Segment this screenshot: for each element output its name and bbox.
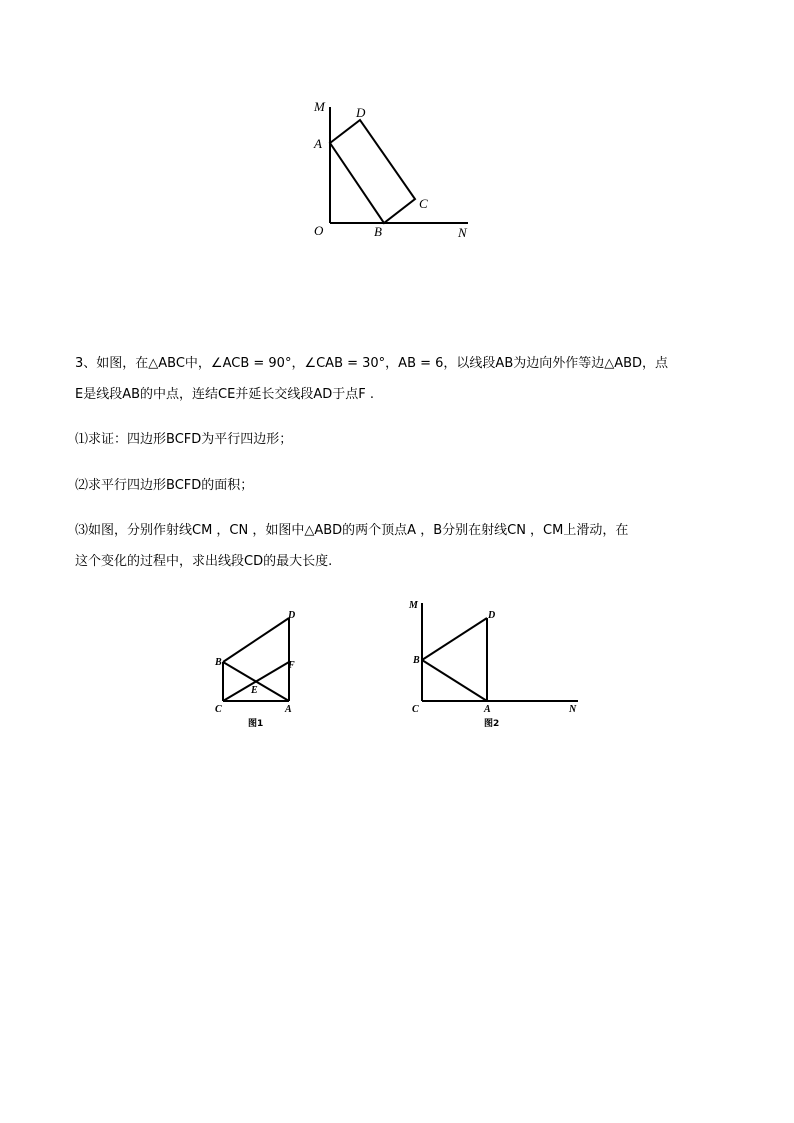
label-m: M bbox=[314, 99, 325, 114]
label-b: B bbox=[413, 655, 420, 666]
caption-figure-2: 图2 bbox=[484, 719, 500, 729]
segment-bd bbox=[422, 618, 487, 660]
label-d: D bbox=[288, 610, 296, 621]
label-d: D bbox=[356, 105, 366, 120]
figure-2-svg bbox=[405, 595, 590, 730]
label-b: B bbox=[374, 224, 382, 239]
label-d: D bbox=[488, 610, 496, 621]
label-c: C bbox=[412, 704, 419, 715]
label-a: A bbox=[484, 704, 491, 715]
label-a: A bbox=[285, 704, 292, 715]
label-c: C bbox=[215, 704, 222, 715]
figure-1 bbox=[210, 605, 305, 730]
label-a: A bbox=[314, 136, 322, 151]
segment-ba bbox=[422, 660, 487, 701]
figure-top-svg bbox=[300, 95, 490, 245]
problem-line-2: E是线段AB的中点，连结CE并延长交线段AD于点F . bbox=[75, 387, 374, 402]
segment-bd bbox=[223, 618, 289, 662]
part-3-line-1: ⑶如图，分别作射线CM ，CN ，如图中△ABD的两个顶点A ，B分别在射线CN ，CM上滑动，在 bbox=[75, 523, 629, 538]
label-f: F bbox=[288, 660, 295, 671]
problem-line-1: 3、如图，在△ABC中，∠ACB = 90°，∠CAB = 30°，AB = 6，以线段AB为边向外作等边△ABD，点 bbox=[75, 356, 669, 371]
part-3-line-2: 这个变化的过程中，求出线段CD的最大长度. bbox=[75, 554, 333, 569]
label-n: N bbox=[458, 225, 467, 240]
figure-1-svg bbox=[210, 605, 305, 730]
label-b: B bbox=[215, 657, 222, 668]
figure-top bbox=[300, 95, 490, 245]
caption-figure-1: 图1 bbox=[248, 719, 264, 729]
rectangle-abcd bbox=[330, 120, 415, 223]
label-e: E bbox=[251, 685, 258, 696]
label-m: M bbox=[409, 600, 418, 611]
label-o: O bbox=[314, 223, 324, 238]
part-1: ⑴求证：四边形BCFD为平行四边形； bbox=[75, 432, 293, 447]
part-2: ⑵求平行四边形BCFD的面积； bbox=[75, 478, 254, 493]
label-n: N bbox=[569, 704, 577, 715]
figure-2 bbox=[405, 595, 590, 730]
label-c: C bbox=[419, 196, 428, 211]
